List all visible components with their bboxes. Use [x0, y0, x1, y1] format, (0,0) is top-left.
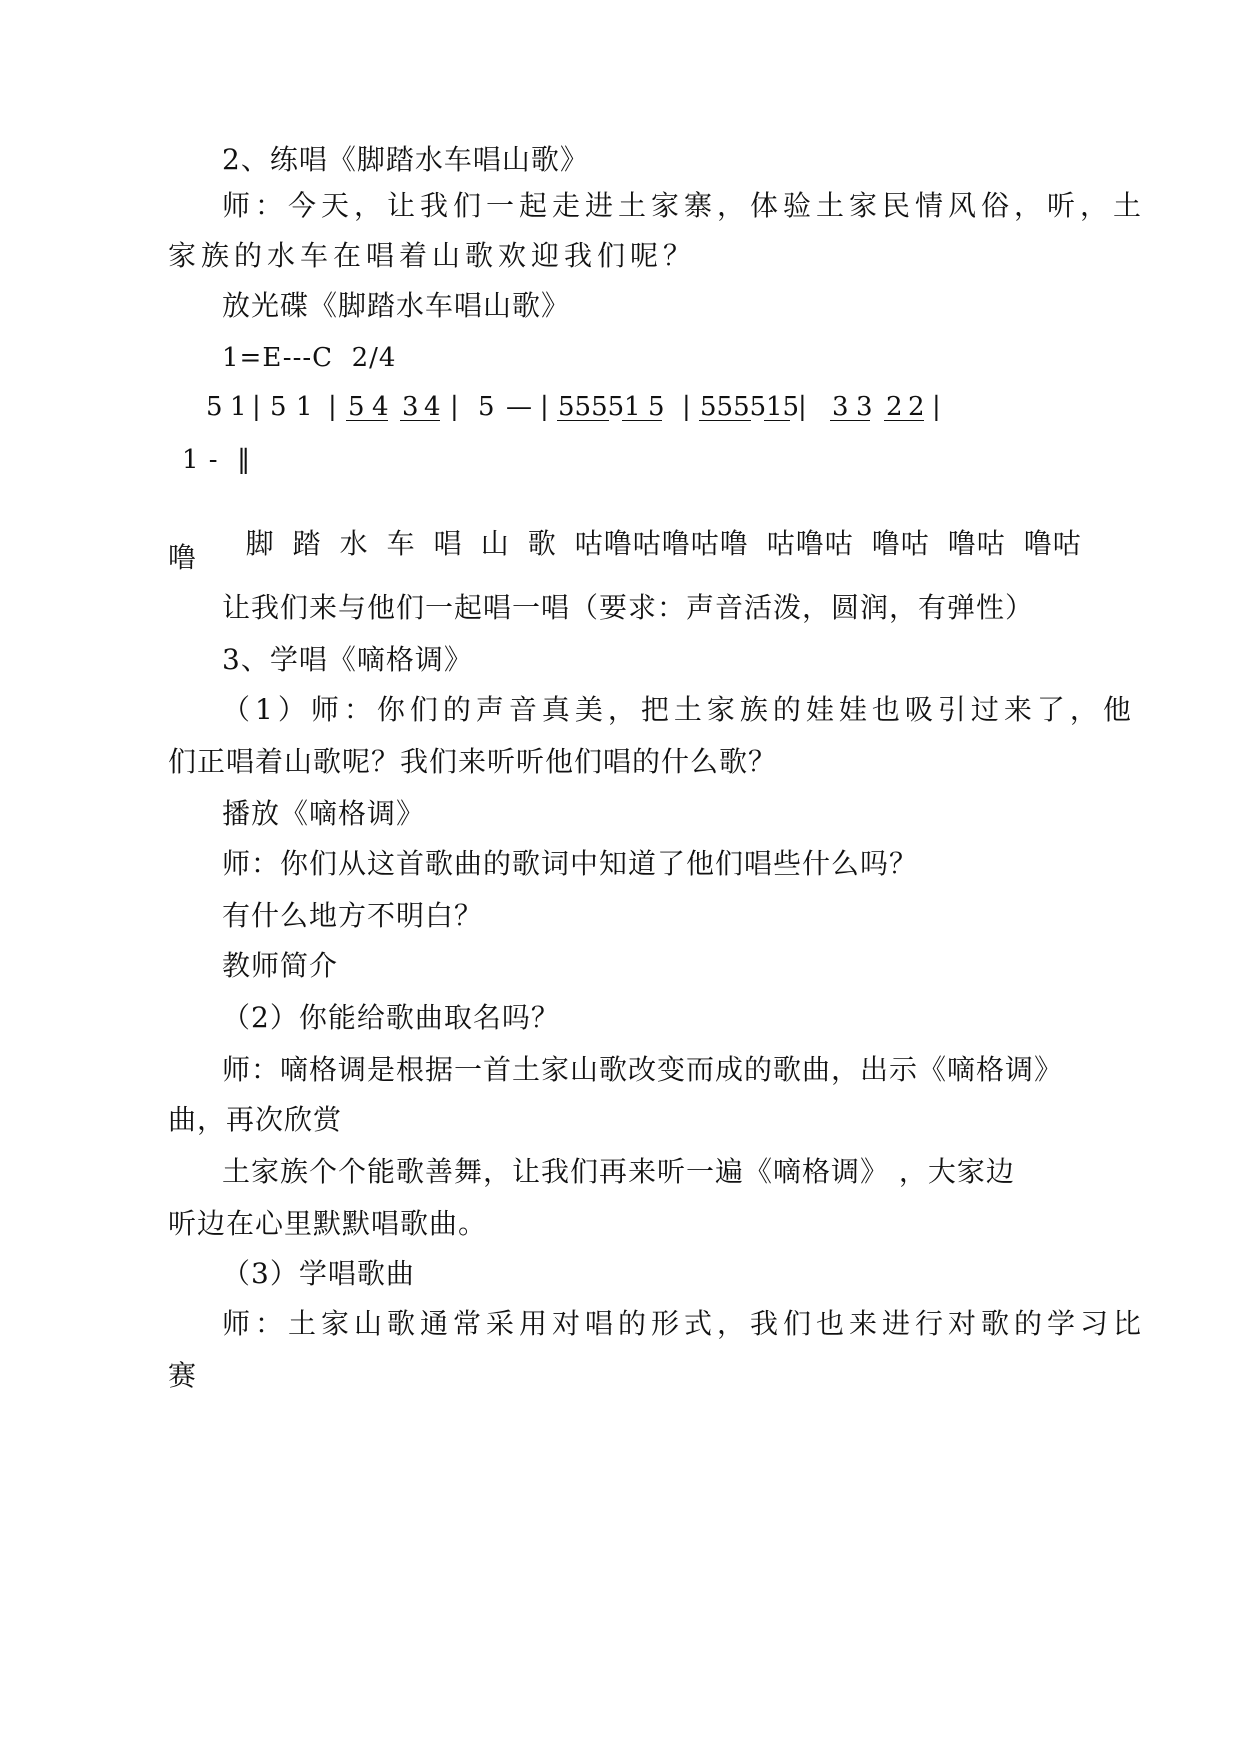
paragraph-unclear: 有什么地方不明白？ [222, 899, 484, 932]
note: 5 [270, 392, 287, 422]
underline [830, 420, 870, 421]
paragraph-sing-along: 让我们来与他们一起唱一唱（要求：声音活泼，圆润，有弹性） [222, 591, 1035, 624]
section-heading-learn: 3、学唱《嘀格调》 [222, 643, 473, 676]
paragraph-play-song: 播放《嘀格调》 [222, 797, 426, 830]
lyric: 脚 [245, 527, 275, 560]
note: 1 [230, 392, 247, 422]
paragraph-play-cd: 放光碟《脚踏水车唱山歌》 [222, 289, 571, 322]
paragraph-tujia-1: 土家族个个能歌善舞，让我们再来听一遍《嘀格调》 ，大家边 [222, 1155, 1015, 1188]
paragraph-duet-1: 师：土家山歌通常采用对唱的形式，我们也来进行对歌的学习比 [222, 1307, 1147, 1340]
underline [622, 420, 662, 421]
note: 2 [886, 392, 903, 422]
paragraph-step2: （2）你能给歌曲取名吗？ [222, 1001, 560, 1034]
note: 4 [372, 392, 389, 422]
lyric: 噜咕 [947, 527, 1006, 560]
lyric: 踏 [292, 527, 322, 560]
note: 3 [832, 392, 849, 422]
lyric: 山 [480, 527, 510, 560]
barline: | [798, 392, 807, 422]
lyrics-line [206, 490, 1100, 598]
barline: | [682, 392, 691, 422]
note: 3 [402, 392, 419, 422]
paragraph-teacher-question: 师：你们从这首歌曲的歌词中知道了他们唱些什么吗？ [222, 847, 919, 880]
underline [764, 420, 790, 421]
section-heading-practice: 2、练唱《脚踏水车唱山歌》 [222, 143, 589, 176]
paragraph-step1-2: 们正唱着山歌呢？我们来听听他们唱的什么歌？ [168, 745, 778, 778]
dash: — [506, 392, 532, 422]
paragraph-step3: （3）学唱歌曲 [222, 1257, 415, 1290]
note: 5 [478, 392, 495, 422]
key-signature: 1=E---C 2/4 [222, 343, 397, 373]
note: 15 [766, 392, 800, 422]
lyric: 水 [339, 527, 369, 560]
barline: | [932, 392, 941, 422]
notation-line-end: 1 - ‖ [182, 445, 252, 475]
lyric: 噜咕 [1023, 527, 1082, 560]
paragraph-teacher-explain-1: 师：嘀格调是根据一首土家山歌改变而成的歌曲，出示《嘀格调》 [222, 1053, 1064, 1086]
paragraph-tujia-2: 听边在心里默默唱歌曲。 [168, 1207, 488, 1240]
note: 2 [908, 392, 925, 422]
lyrics-line-end: 噜 [168, 541, 198, 574]
note: 5 [206, 392, 223, 422]
lyric: 歌 [527, 527, 557, 560]
lyric: 车 [386, 527, 416, 560]
barline: | [252, 392, 261, 422]
underline [557, 420, 609, 421]
lyric: 噜咕 [871, 527, 930, 560]
underline [699, 420, 751, 421]
paragraph-duet-2: 赛 [168, 1359, 198, 1392]
note: 1 [624, 392, 641, 422]
note: 5 [348, 392, 365, 422]
note: 5555 [700, 392, 767, 422]
underline [400, 420, 440, 421]
lyric: 咕噜咕 [766, 527, 854, 560]
lyric: 咕噜咕噜咕噜 [574, 527, 749, 560]
note: 4 [424, 392, 441, 422]
paragraph-teacher-explain-2: 曲，再次欣赏 [168, 1103, 343, 1136]
note: 3 [856, 392, 873, 422]
note: 1 [296, 392, 313, 422]
note: 5 [648, 392, 665, 422]
paragraph-step1-1: （1）师：你们的声音真美，把土家族的娃娃也吸引过来了，他 [222, 693, 1136, 726]
underline [346, 420, 388, 421]
lyric: 唱 [433, 527, 463, 560]
barline: | [328, 392, 337, 422]
note: 5555 [558, 392, 625, 422]
barline: | [450, 392, 459, 422]
paragraph-teacher-brief: 教师简介 [222, 949, 339, 982]
paragraph-teacher-intro-2: 家族的水车在唱着山歌欢迎我们呢？ [168, 239, 697, 272]
paragraph-teacher-intro-1: 师：今天，让我们一起走进土家寨，体验土家民情风俗，听，土 [222, 189, 1147, 222]
barline: | [540, 392, 549, 422]
underline [884, 420, 924, 421]
